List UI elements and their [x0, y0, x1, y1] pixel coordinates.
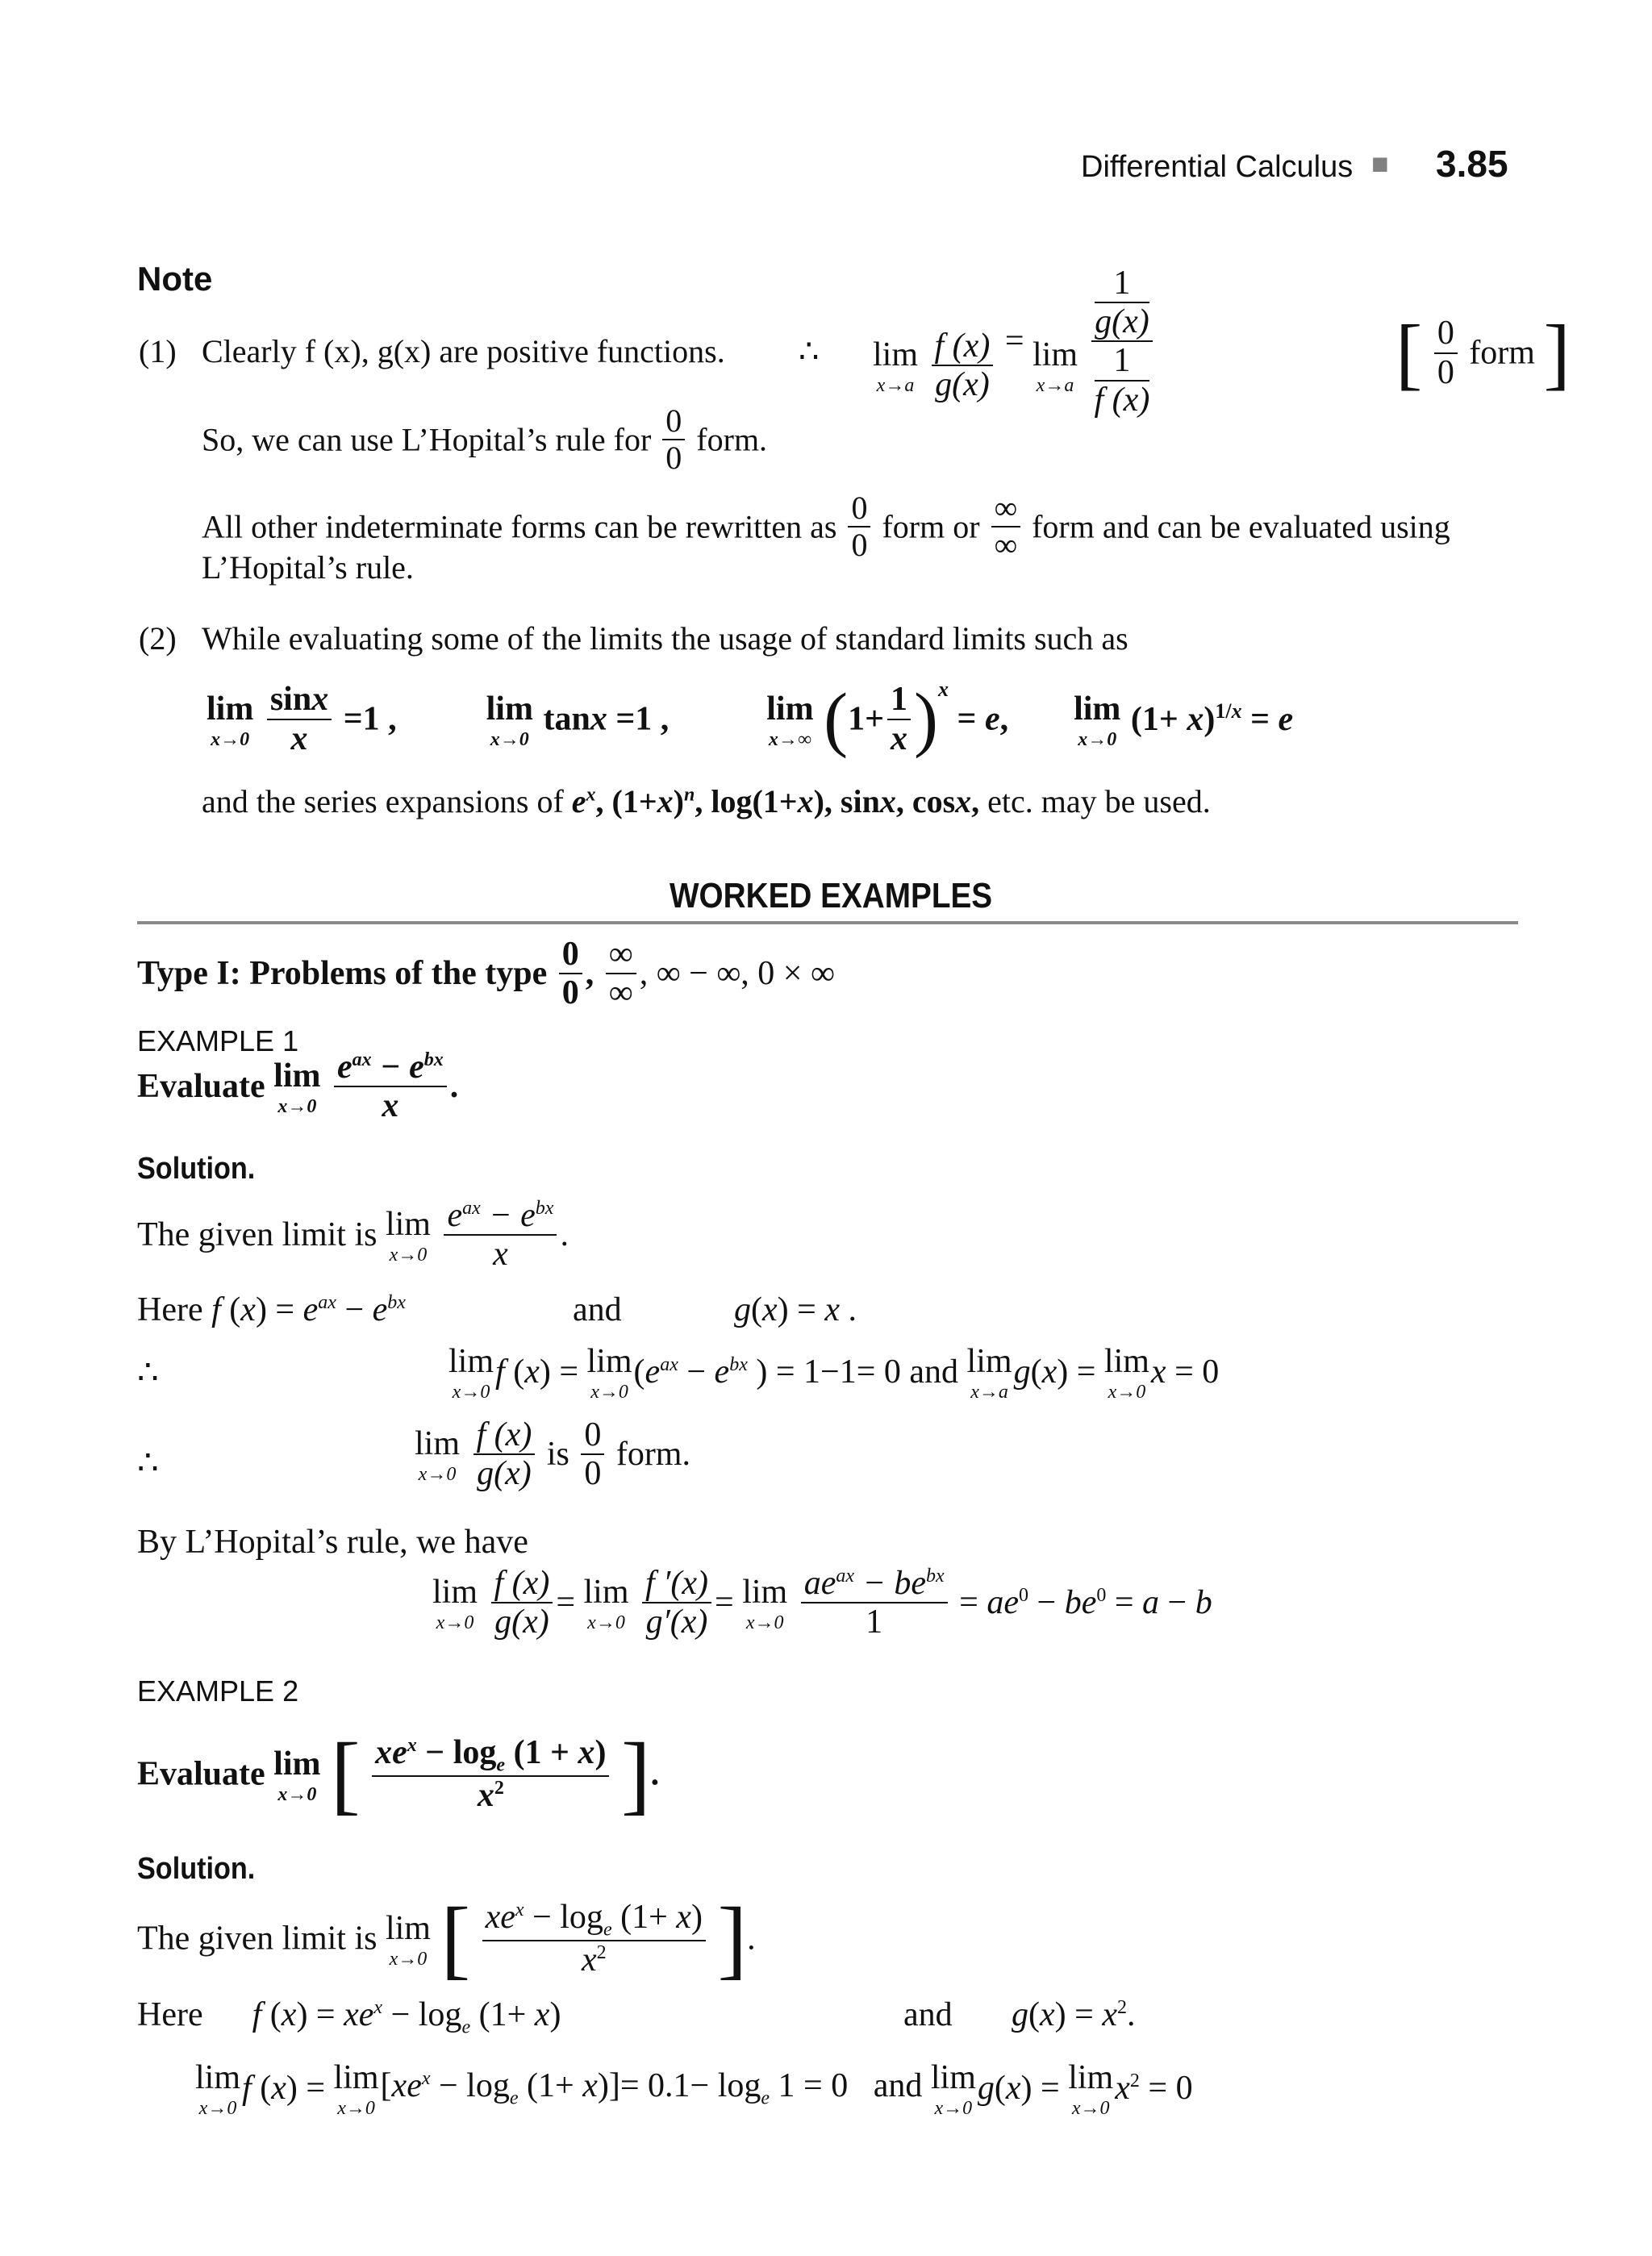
note-heading: Note — [137, 260, 213, 298]
example2-prompt: Evaluate lim x→0 [ $\frac{xe^x - \log_e (1 + x)}{x^2}$ ]. — [137, 1724, 660, 1823]
standard-limits-row: lim x→0 $\frac{\sin x}{x}$ =1 , lim x→0 tanx =1 , lim x→∞ (1+ $\frac{1}{x}$ )$^x$ = e, lim x→0 $(1+ x)^{1/x} = e$ — [206, 678, 1294, 759]
therefore-symbol: ∴ — [799, 333, 820, 369]
example1-here-line: Here f $(x) = e^{ax} - e^{bx}$ — [137, 1291, 406, 1328]
series-expansions-line: and the series expansions of $e^x$, $(1+x)^n$, log(1+x), sinx, cosx, etc. may be used. — [202, 783, 1211, 819]
zero-over-zero-form-tag: [ $\frac{0}{0}$ form ] — [1395, 308, 1571, 398]
note-indeterminate-line2: L’Hopital’s rule. — [202, 549, 414, 586]
example2-here-line: Here f $(x) = xe^x - \log_e (1+ x)$ — [137, 1996, 561, 2038]
example1-limit-values: lim x→0 f (x) = lim x→0 ($e^{ax} - e^{bx}$ ) = 1−1= 0 and lim x→a g(x) = lim x→0 x = 0 — [448, 1343, 1220, 1403]
example2-solution-label: Solution. — [137, 1852, 256, 1886]
therefore-symbol-3: ∴ — [137, 1445, 159, 1482]
example1-solution-label: Solution. — [137, 1152, 256, 1186]
example2-limit-values: lim x→0 f (x) = lim x→0 $[xe^x - \log_e (1+ x)]= 0.1- \log_e 1 = 0$ and lim x→0 g(x) = lim x→0 $x^2 = 0$ — [195, 2059, 1193, 2119]
note-rule-line: So, we can use L’Hopital’s rule for $\frac{0}{0}$ form. — [202, 402, 768, 476]
section-title: WORKED EXAMPLES — [670, 876, 993, 915]
example1-g-def: g(x) = x . — [734, 1291, 857, 1328]
example2-label: EXAMPLE 2 — [137, 1674, 299, 1708]
example1-given: The given limit is lim x→0 $\frac{e^{ax} - e^{bx}}{x}$ . — [137, 1197, 569, 1274]
header-separator-icon: ■ — [1371, 147, 1389, 180]
running-title: Differential Calculus — [1081, 150, 1354, 184]
type-heading: Type I: Problems of the type $\frac{0}{0}$ , $\frac{\infty}{\infty}$ , ∞ − ∞, 0 × ∞ — [137, 936, 835, 1012]
note-indeterminate-line: All other indeterminate forms can be rewritten as $\frac{0}{0}$ form or $\frac{\infty}{\infty}$ form and can be evaluated using — [202, 490, 1450, 563]
running-header — [1081, 150, 1353, 185]
example1-lhopital-line: By L’Hopital’s rule, we have — [137, 1524, 528, 1561]
note-item2-number: (2) — [139, 620, 177, 657]
note-limit-formula: lim x→a $\frac{f (x)}{g(x)}$ = lim x→a 1 g(x) 1 f (x) — [873, 265, 1156, 419]
example1-and: and — [573, 1291, 622, 1328]
example2-and: and — [903, 1996, 953, 2033]
therefore-symbol-2: ∴ — [137, 1354, 159, 1391]
note-item1-number: (1) — [139, 333, 177, 369]
example1-prompt: Evaluate lim x→0 $\frac{e^{ax} - e^{bx}}{x}$ . — [137, 1049, 459, 1125]
example1-form-check: lim x→0 $\frac{f (x)}{g(x)}$ is $\frac{0}{0}$ form. — [415, 1416, 690, 1493]
page-number: 3.85 — [1436, 143, 1508, 185]
section-divider — [137, 921, 1518, 924]
note-item1-text: Clearly f (x), g(x) are positive functions. — [202, 333, 725, 369]
example1-final: lim x→0 $\frac{f (x)}{g(x)}$ = lim x→0 $\frac{f '(x)}{g'(x)}$ = lim x→0 $\frac{ae^{ax} - be^{bx}}{1}$ = $ae^0 - be^0 = a - b$ — [432, 1565, 1212, 1641]
example2-given: The given limit is lim x→0 [ $\frac{xe^x - \log_e (1+ x)}{x^2}$ ]. — [137, 1889, 756, 1987]
note-item2-text: While evaluating some of the limits the usage of standard limits such as — [202, 620, 1128, 657]
example1-label: EXAMPLE 1 — [137, 1024, 299, 1057]
example2-g-def: $g(x) = x^2$. — [1012, 1996, 1136, 2033]
